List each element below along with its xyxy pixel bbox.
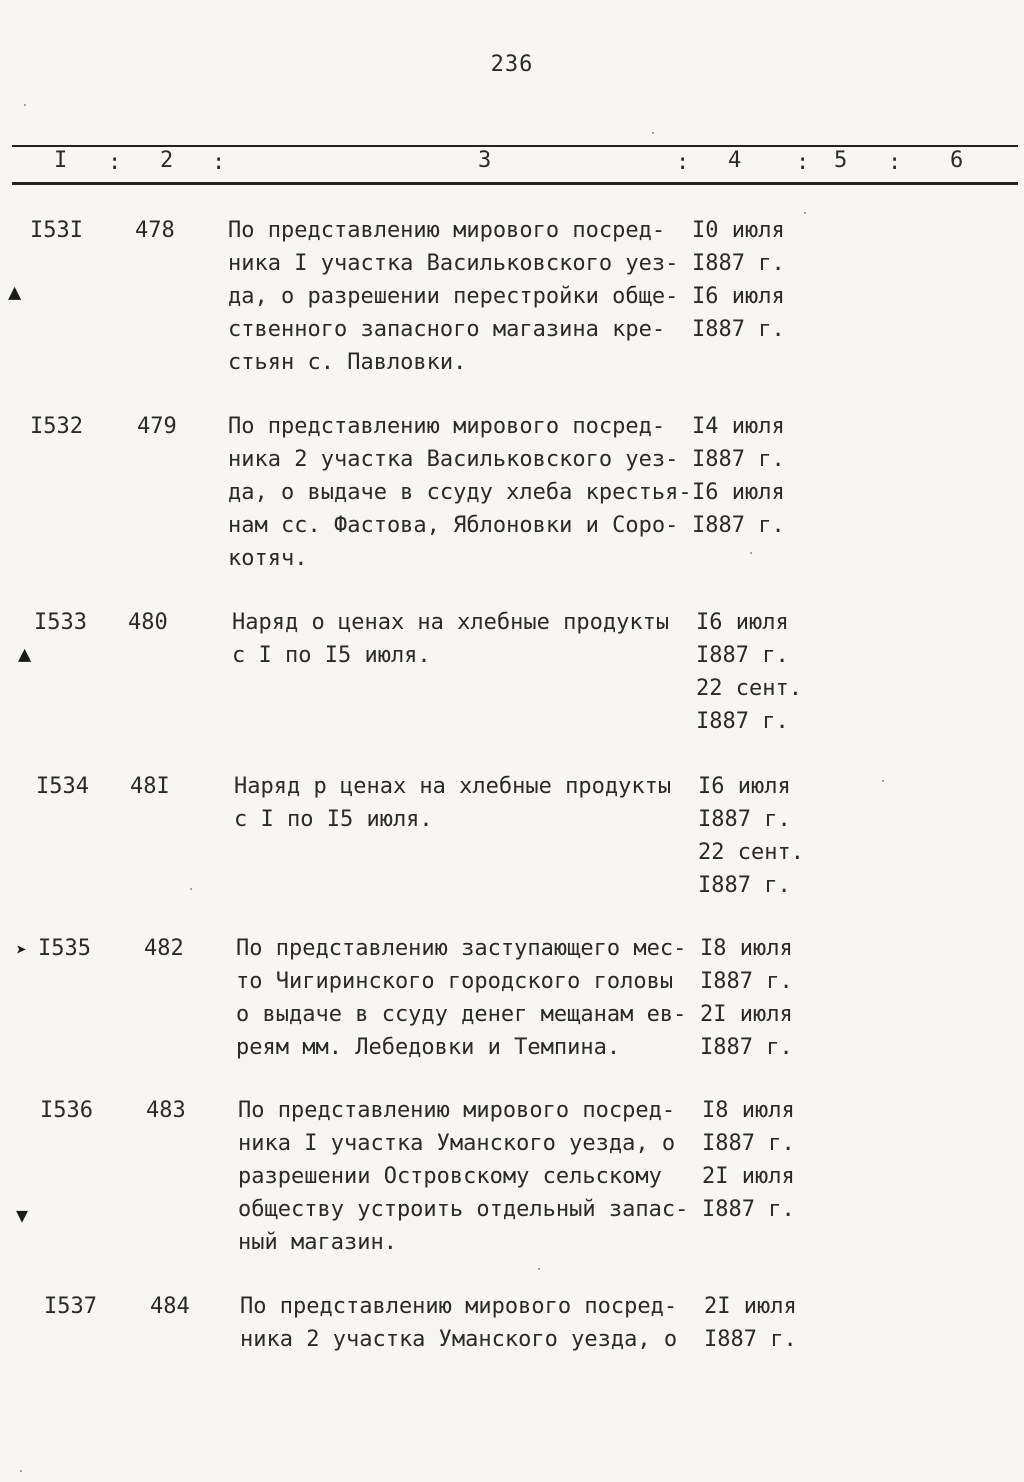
header-top-rule <box>12 145 1018 147</box>
header-col-5: 5 <box>834 148 848 173</box>
file-number: 478 <box>135 218 175 243</box>
entry-number: I533 <box>34 610 87 635</box>
entry-dates: I8 июля I887 г. 2I июля I887 г. <box>700 936 793 1060</box>
entry-dates: I6 июля I887 г. 22 сент. I887 г. <box>698 774 804 898</box>
header-col-2: 2 <box>160 148 174 173</box>
entry-description: По представлению мирового посред- ника I участка Уманского уезда, о разрешении Островскому сельскому обществу устроить отдельный запас- ный магазин. <box>238 1098 689 1255</box>
scan-speck <box>24 104 26 106</box>
header-col-1: I <box>54 148 68 173</box>
header-col-6: 6 <box>950 148 964 173</box>
entry-number: I536 <box>40 1098 93 1123</box>
scan-speck <box>652 132 654 134</box>
entry-dates: I0 июля I887 г. I6 июля I887 г. <box>692 218 785 342</box>
file-number: 484 <box>150 1294 190 1319</box>
entry-number: I534 <box>36 774 89 799</box>
file-number: 48I <box>130 774 170 799</box>
margin-triangle-icon: ▲ <box>18 642 32 667</box>
entry-description: По представлению мирового посред- ника 2 участка Уманского уезда, о <box>240 1294 678 1352</box>
entry-dates: 2I июля I887 г. <box>704 1294 797 1352</box>
page-number: 236 <box>490 52 534 77</box>
header-separator: : <box>796 150 810 175</box>
entry-description: По представлению заступающего мес- то Чигиринского городского головы о выдаче в ссуду денег мещанам ев- реям мм. Лебедовки и Темпина. <box>236 936 687 1060</box>
scan-speck <box>750 552 752 554</box>
margin-triangle-icon: ▼ <box>16 1203 29 1227</box>
entry-number: I532 <box>30 414 83 439</box>
file-number: 483 <box>146 1098 186 1123</box>
margin-triangle-icon: ▲ <box>8 280 22 305</box>
entry-number: I53I <box>30 218 83 243</box>
header-col-4: 4 <box>728 148 742 173</box>
header-separator: : <box>108 150 122 175</box>
header-separator: : <box>212 150 226 175</box>
entry-description: Наряд о ценах на хлебные продукты с I по I5 июля. <box>232 610 670 668</box>
header-separator: : <box>676 150 690 175</box>
scan-speck <box>882 780 884 782</box>
file-number: 480 <box>128 610 168 635</box>
scan-speck <box>538 1268 540 1270</box>
entry-dates: I6 июля I887 г. 22 сент. I887 г. <box>696 610 802 734</box>
header-col-3: 3 <box>478 148 492 173</box>
entry-number: I535 <box>38 936 91 961</box>
entry-number: I537 <box>44 1294 97 1319</box>
entry-description: По представлению мирового посред- ника I участка Васильковского уез- да, о разрешении перестройки обще- ственного запасного магазина кре- стьян с. Павловки. <box>228 218 679 375</box>
margin-arrow-icon: ➤ <box>16 940 27 961</box>
scan-speck <box>20 1470 22 1472</box>
scan-speck <box>804 212 806 214</box>
file-number: 482 <box>144 936 184 961</box>
header-bottom-rule <box>12 182 1018 185</box>
entry-description: По представлению мирового посред- ника 2 участка Васильковского уез- да, о выдаче в ссуду хлеба крестья- нам сс. Фастова, Яблоновки и Соро- котяч. <box>228 414 692 571</box>
entry-dates: I8 июля I887 г. 2I июля I887 г. <box>702 1098 795 1222</box>
entry-description: Наряд р ценах на хлебные продукты с I по I5 июля. <box>234 774 672 832</box>
header-separator: : <box>888 150 902 175</box>
file-number: 479 <box>137 414 177 439</box>
scan-speck <box>190 888 192 890</box>
entry-dates: I4 июля I887 г. I6 июля I887 г. <box>692 414 785 538</box>
